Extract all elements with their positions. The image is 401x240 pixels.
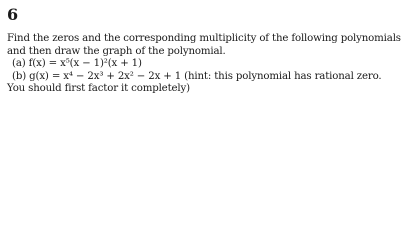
part-b-hint: (hint: this polynomial has rational zero. xyxy=(184,70,382,82)
problem-number: 6 xyxy=(7,5,19,24)
problem-closing-line: You should first factor it completely) xyxy=(7,83,190,94)
part-a-label: (a) xyxy=(12,58,26,69)
part-b xyxy=(7,70,382,84)
problem-intro-line-2: and then draw the graph of the polynomial. xyxy=(7,45,226,57)
part-b-expression: g(x) = x⁴ − 2x³ + 2x² − 2x + 1 xyxy=(29,70,182,82)
part-a-expression: f(x) = x⁵(x − 1)²(x + 1) xyxy=(28,58,142,69)
problem-document xyxy=(7,5,401,96)
part-a xyxy=(7,58,347,71)
part-b-label: (b) xyxy=(12,70,27,82)
problem-intro-line-1: Find the zeros and the corresponding multiplicity of the following polynomials xyxy=(7,33,401,44)
